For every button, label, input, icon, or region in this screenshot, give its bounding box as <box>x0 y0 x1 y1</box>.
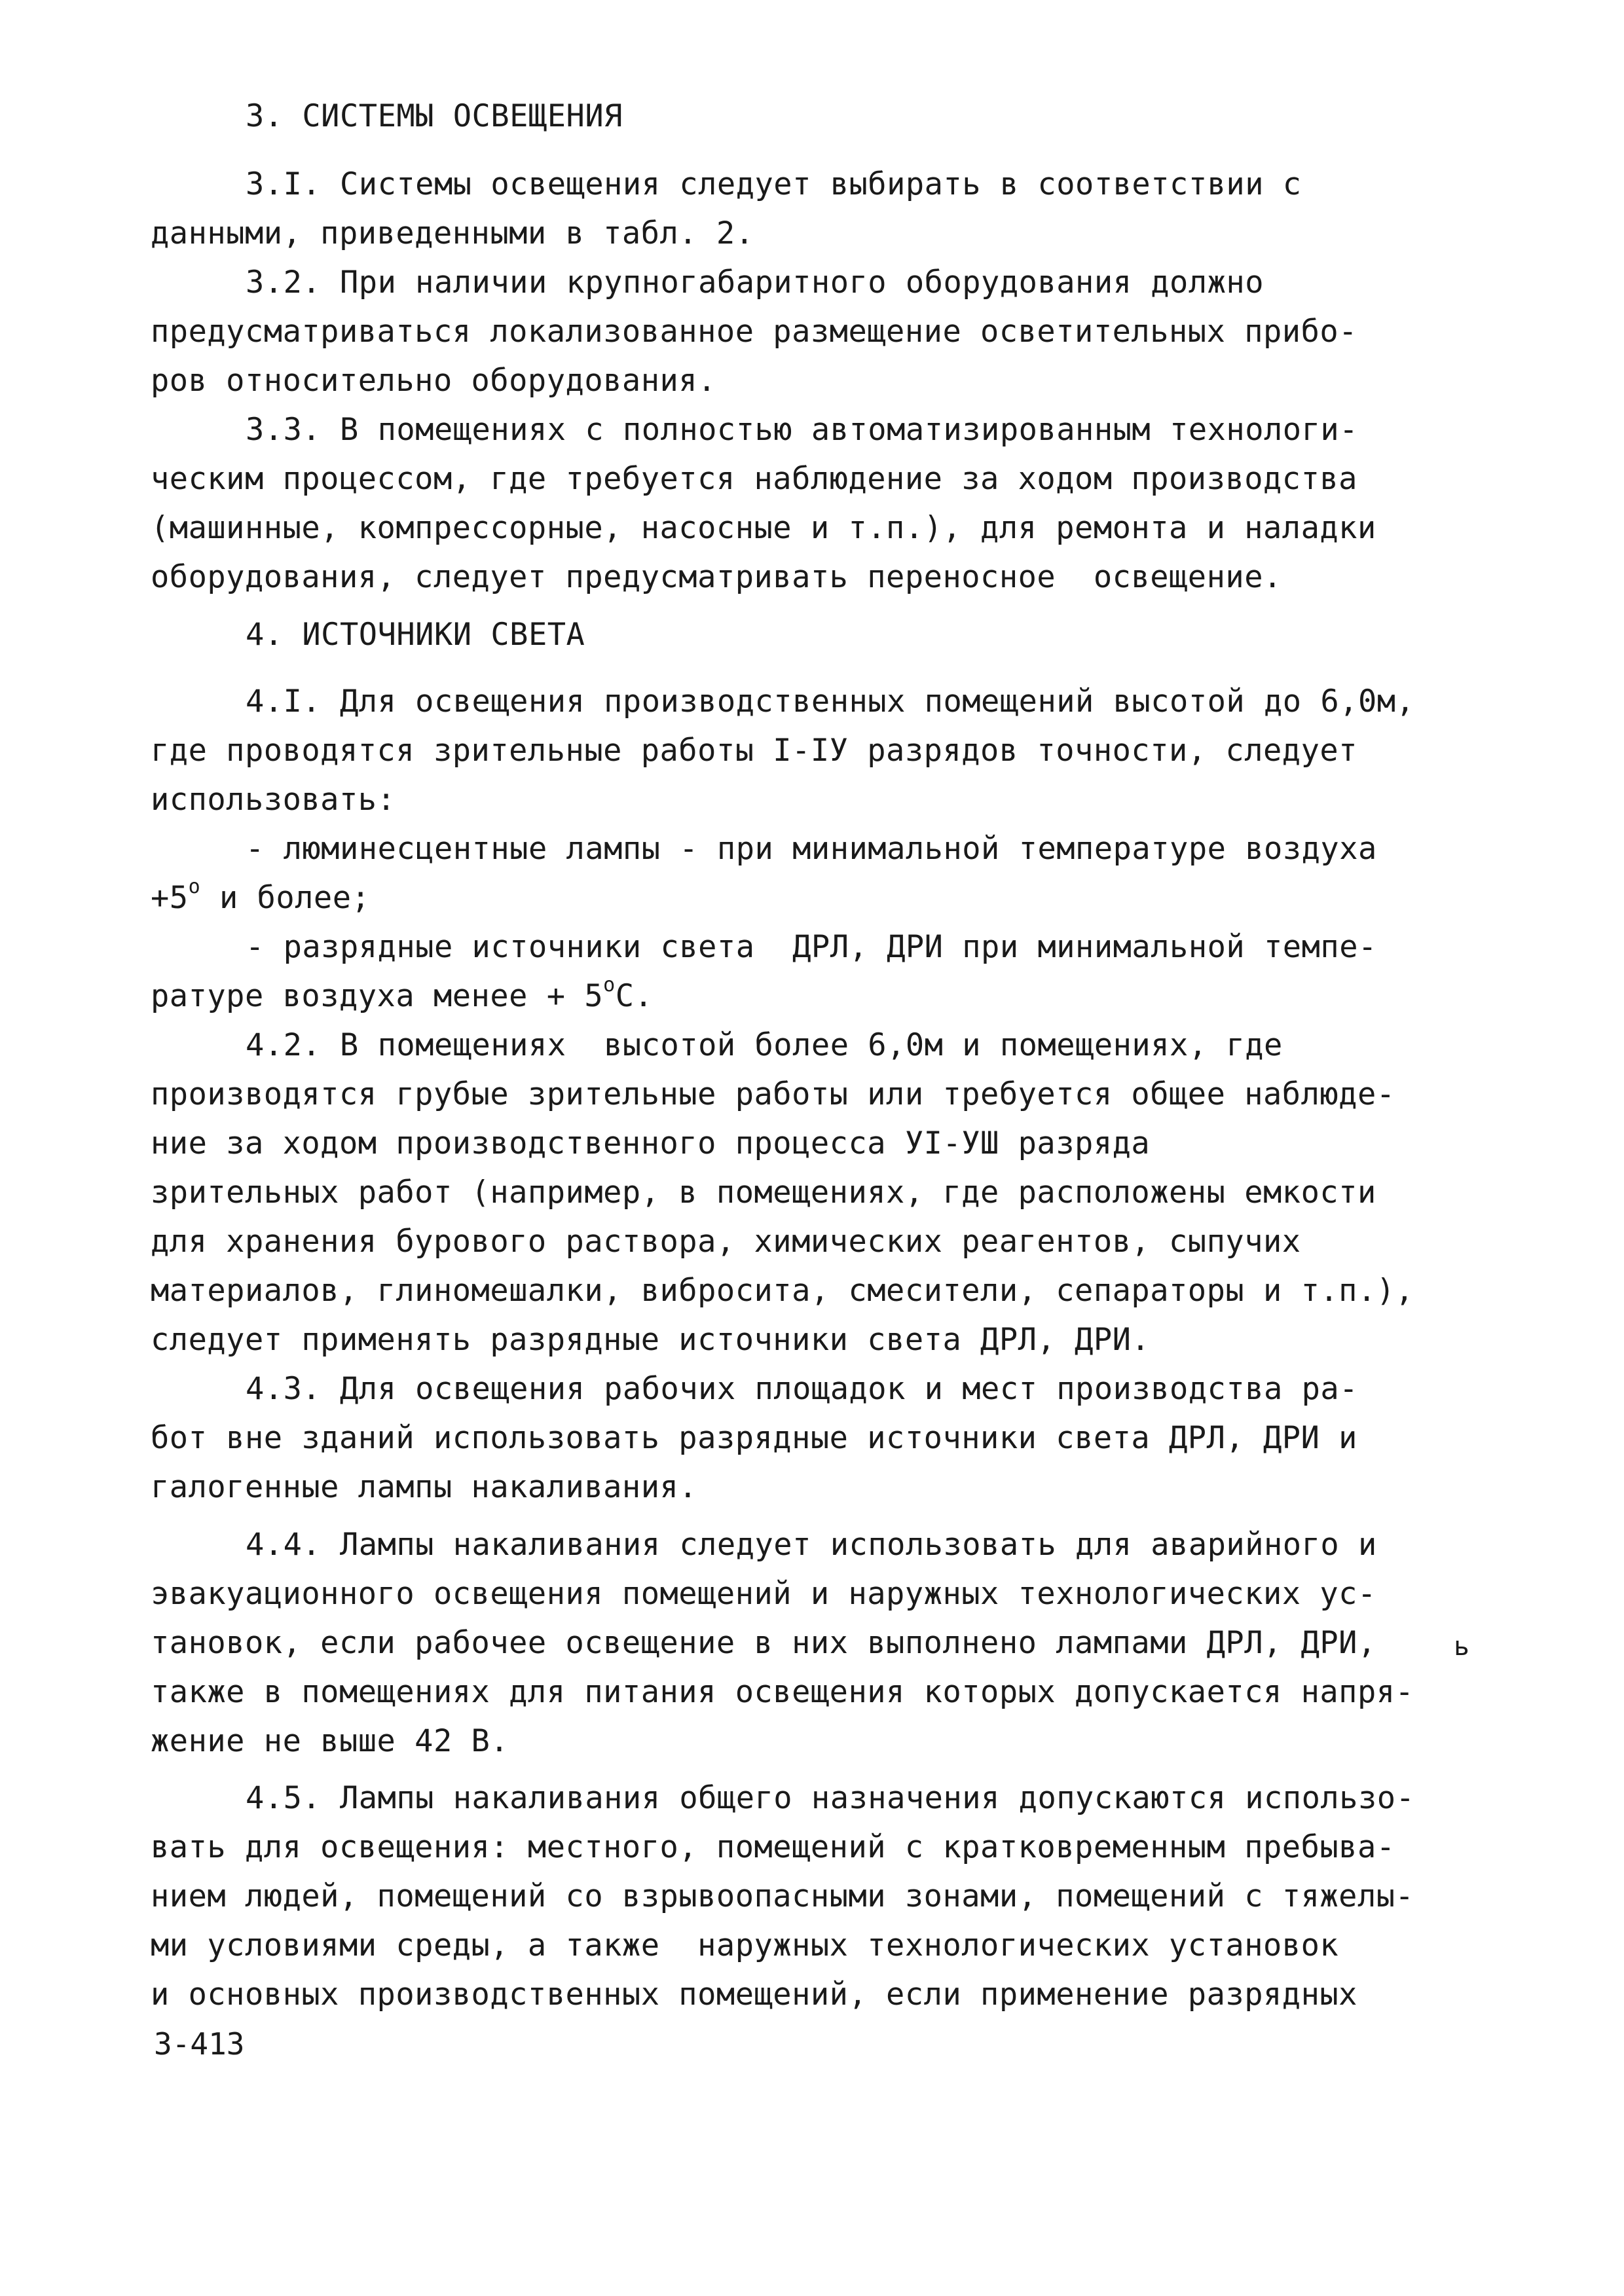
paragraph-3-3-line-3: (машинные, компрессорные, насосные и т.п.), для ремонта и наладки <box>151 510 1376 546</box>
list-item-2-line-1: - разрядные источники света ДРЛ, ДРИ при минимальной темпе- <box>246 929 1377 965</box>
footer-document-code: 3-413 <box>154 2026 245 2062</box>
section-heading-4: 4. ИСТОЧНИКИ СВЕТА <box>246 617 585 653</box>
paragraph-4-4-line-5: жение не выше 42 В. <box>151 1723 509 1759</box>
paragraph-4-2-line-3: ние за ходом производственного процесса УI-УШ разряда <box>151 1125 1151 1161</box>
paragraph-4-3-line-2: бот вне зданий использовать разрядные источники света ДРЛ, ДРИ и <box>151 1420 1357 1456</box>
paragraph-3-2-line-3: ров относительно оборудования. <box>151 363 716 399</box>
paragraph-4-2-line-2: производятся грубые зрительные работы или требуется общее наблюде- <box>151 1076 1395 1112</box>
degree-superscript: о <box>603 974 616 997</box>
paragraph-4-2-line-1: 4.2. В помещениях высотой более 6,0м и помещениях, где <box>246 1027 1283 1063</box>
paragraph-3-2-line-1: 3.2. При наличии крупногабаритного оборудования должно <box>246 264 1264 301</box>
margin-mark: ь <box>1454 1631 1470 1662</box>
paragraph-3-3-line-2: ческим процессом, где требуется наблюдение за ходом производства <box>151 461 1357 497</box>
paragraph-4-5-line-3: нием людей, помещений со взрывоопасными зонами, помещений с тяжелы- <box>151 1878 1414 1914</box>
paragraph-4-5-line-5: и основных производственных помещений, если применение разрядных <box>151 1977 1357 2013</box>
paragraph-4-5-line-2: вать для освещения: местного, помещений с кратковременным пребыва- <box>151 1829 1395 1865</box>
paragraph-4-1-line-3: использовать: <box>151 782 396 818</box>
paragraph-4-4-line-3: тановок, если рабочее освещение в них выполнено лампами ДРЛ, ДРИ, <box>151 1625 1376 1661</box>
paragraph-4-5-line-4: ми условиями среды, а также наружных технологических установок <box>151 1927 1339 1963</box>
paragraph-4-1-line-1: 4.I. Для освещения производственных помещений высотой до 6,0м, <box>246 683 1415 720</box>
paragraph-4-3-line-1: 4.3. Для освещения рабочих площадок и мест производства ра- <box>246 1371 1358 1407</box>
paragraph-3-3-line-1: 3.3. В помещениях с полностью автоматизированным технологи- <box>246 412 1358 448</box>
paragraph-4-4-line-2: эвакуационного освещения помещений и наружных технологических ус- <box>151 1576 1376 1612</box>
paragraph-4-4-line-1: 4.4. Лампы накаливания следует использовать для аварийного и <box>246 1527 1377 1563</box>
paragraph-3-1-line-2: данными, приведенными в табл. 2. <box>151 215 754 251</box>
paragraph-4-1-line-2: где проводятся зрительные работы I-IУ разрядов точности, следует <box>151 733 1357 769</box>
paragraph-4-4-line-4: также в помещениях для питания освещения которых допускается напря- <box>151 1674 1414 1710</box>
list-item-1-line-1: - люминесцентные лампы - при минимальной температуре воздуха <box>246 831 1377 867</box>
paragraph-4-2-line-5: для хранения бурового раствора, химических реагентов, сыпучих <box>151 1224 1301 1260</box>
paragraph-4-2-line-6: материалов, глиномешалки, вибросита, смесители, сепараторы и т.п.), <box>151 1273 1414 1309</box>
section-heading-3: 3. СИСТЕМЫ ОСВЕЩЕНИЯ <box>246 98 623 134</box>
paragraph-4-3-line-3: галогенные лампы накаливания. <box>151 1469 698 1505</box>
list-item-2-line-2: ратуре воздуха менее + $5^оС$. <box>151 974 654 1014</box>
paragraph-3-3-line-4: оборудования, следует предусматривать переносное освещение. <box>151 559 1282 595</box>
paragraph-4-2-line-4: зрительных работ (например, в помещениях, где расположены емкости <box>151 1175 1376 1211</box>
list-item-1-line-2: $+5^о$ и более; <box>151 875 371 916</box>
paragraph-4-2-line-7: следует применять разрядные источники света ДРЛ, ДРИ. <box>151 1322 1151 1358</box>
degree-superscript: о <box>188 875 201 899</box>
paragraph-3-2-line-2: предусматриваться локализованное размещение осветительных прибо- <box>151 314 1357 350</box>
paragraph-4-5-line-1: 4.5. Лампы накаливания общего назначения допускаются использо- <box>246 1780 1415 1816</box>
paragraph-3-1-line-1: 3.I. Системы освещения следует выбирать в соответствии с <box>246 166 1302 202</box>
